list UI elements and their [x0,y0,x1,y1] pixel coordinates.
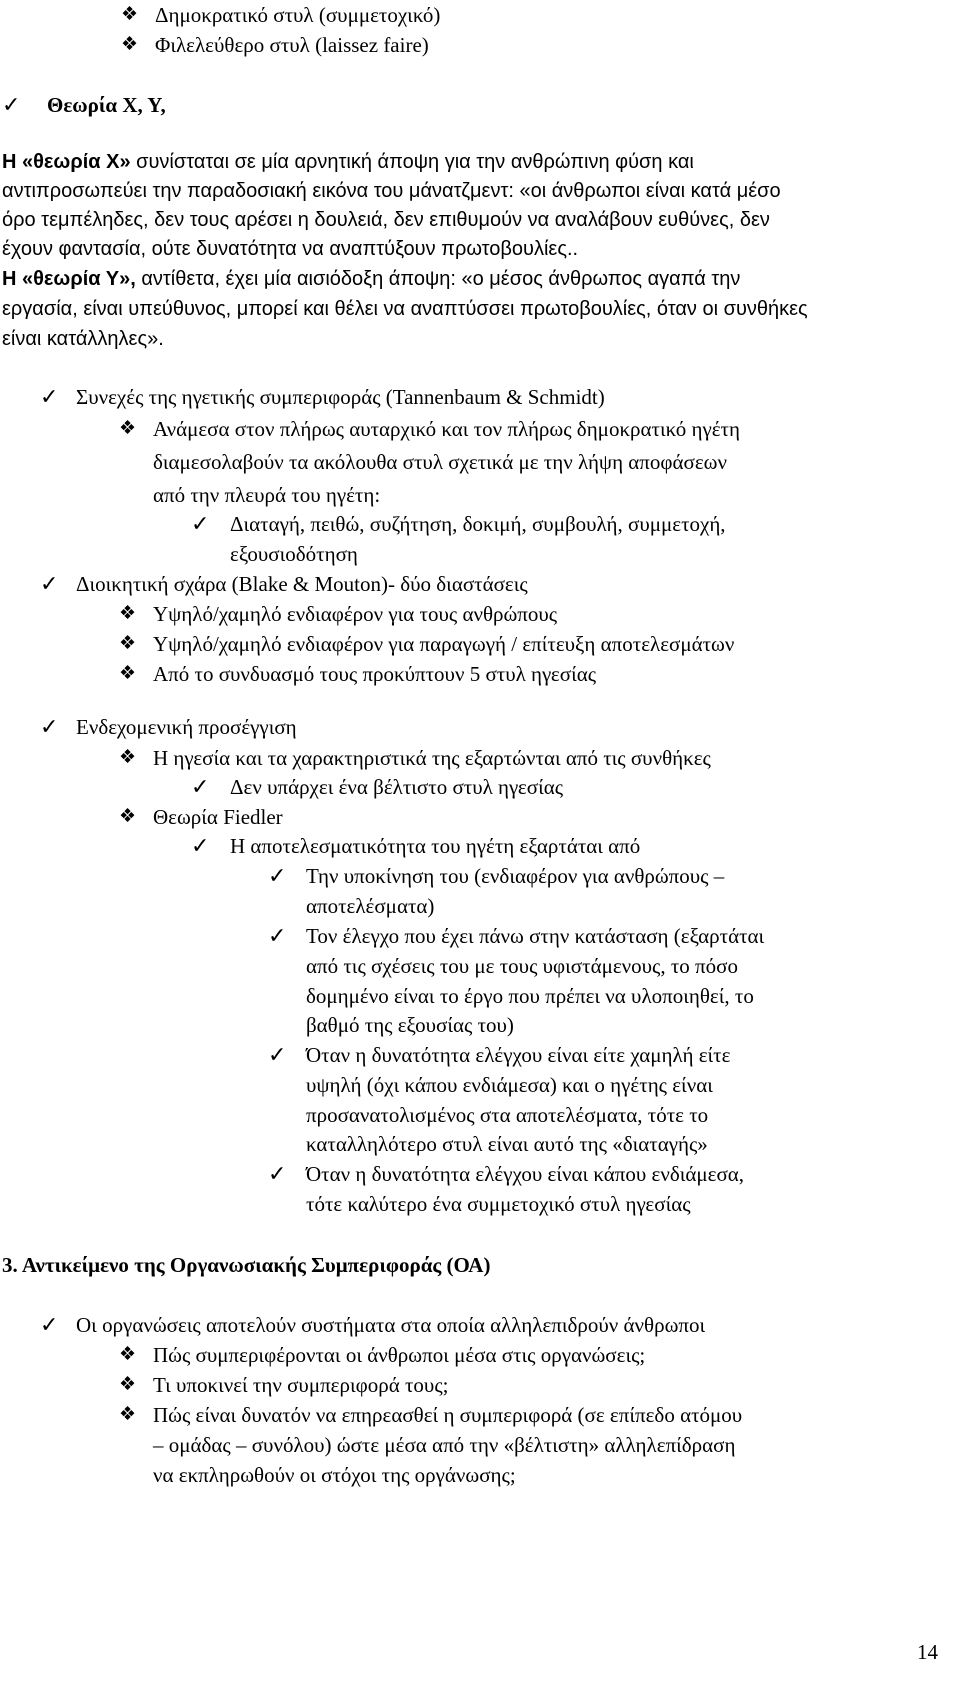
factor-2-line-2: από τις σχέσεις του με τους υφιστάμενους, το πόσο [306,954,738,978]
theory-y-term: Η «θεωρία Υ», [2,268,136,290]
page-number: 14 [917,1640,938,1664]
theory-x-line-1: Η «θεωρία Χ» συνίσταται σε μία αρνητική άποψη για την ανθρώπινη φύση και [2,151,694,173]
grid-item-3: Από το συνδυασμό τους προκύπτουν 5 στυλ ηγεσίας [153,662,597,686]
contingency-item-1: Η ηγεσία και τα χαρακτηριστικά της εξαρτώνται από τις συνθήκες [153,746,711,770]
theory-x-term: Η «θεωρία Χ» [2,151,131,173]
section-3-title: Οι οργανώσεις αποτελούν συστήματα στα οποία αλληλεπιδρούν άνθρωποι [76,1313,706,1337]
factor-1-line-2: αποτελέσματα) [306,894,435,918]
section-3-heading: 3. Αντικείμενο της Οργανωσιακής Συμπεριφοράς (ΟΑ) [2,1253,491,1277]
checkmark-icon: ✓ [268,1161,287,1186]
continuum-desc-2: διαμεσολαβούν τα ακόλουθα στυλ σχετικά με την λήψη αποφάσεων [153,450,727,474]
factor-2-line-3: δομημένο είναι το έργο που πρέπει να υλοποιηθεί, το [306,984,754,1008]
continuum-desc-3: από την πλευρά του ηγέτη: [153,483,381,507]
diamond-bullet-icon: ❖ [119,1344,137,1365]
diamond-bullet-icon: ❖ [119,418,137,439]
factor-3-line-2: υψηλή (όχι κάπου ενδιάμεσα) και ο ηγέτης είναι [306,1073,713,1097]
continuum-desc-1: Ανάμεσα στον πλήρως αυταρχικό και τον πλήρως δημοκρατικό ηγέτη [153,417,740,441]
grid-item-2: Υψηλό/χαμηλό ενδιαφέρον για παραγωγή / επίτευξη αποτελεσμάτων [153,632,735,656]
theory-y-line-2: εργασία, είναι υπεύθυνος, μπορεί και θέλει να αναπτύσσει πρωτοβουλίες, όταν οι συνθήκες [2,298,808,320]
checkmark-icon: ✓ [40,571,59,596]
diamond-bullet-icon: ❖ [121,4,139,25]
continuum-title: Συνεχές της ηγετικής συμπεριφοράς (Tannenbaum & Schmidt) [76,385,605,409]
question-1: Πώς συμπεριφέρονται οι άνθρωποι μέσα στις οργανώσεις; [153,1343,646,1367]
factor-3-line-4: καταλληλότερο στυλ είναι αυτό της «διαταγής» [306,1132,708,1156]
diamond-bullet-icon: ❖ [121,34,139,55]
grid-title: Διοικητική σχάρα (Blake & Mouton)- δύο διαστάσεις [76,572,528,596]
theory-x-line-3: όρο τεμπέληδες, δεν τους αρέσει η δουλειά, δεν επιθυμούν να αναλάβουν ευθύνες, δεν [2,209,770,231]
checkmark-icon: ✓ [268,1042,287,1067]
checkmark-icon: ✓ [191,774,210,799]
theory-x-line-4: έχουν φαντασία, ούτε δυνατότητα να αναπτύξουν πρωτοβουλίες.. [2,238,579,260]
checkmark-icon: ✓ [40,384,59,409]
contingency-item-2-sub: Η αποτελεσματικότητα του ηγέτη εξαρτάται από [230,834,641,858]
question-3-line-3: να εκπληρωθούν οι στόχοι της οργάνωσης; [153,1463,516,1487]
factor-4-line-1: Όταν η δυνατότητα ελέγχου είναι κάπου ενδιάμεσα, [306,1162,745,1186]
diamond-bullet-icon: ❖ [119,747,137,768]
contingency-title: Ενδεχομενική προσέγγιση [76,715,297,739]
diamond-bullet-icon: ❖ [119,806,137,827]
factor-2-line-4: βαθμό της εξουσίας του) [306,1013,514,1037]
factor-2-line-1: Τον έλεγχο που έχει πάνω στην κατάσταση (εξαρτάται [306,924,765,948]
diamond-bullet-icon: ❖ [119,663,137,684]
top-bullet-1: Δημοκρατικό στυλ (συμμετοχικό) [155,3,441,27]
checkmark-icon: ✓ [268,923,287,948]
top-bullet-2: Φιλελεύθερο στυλ (laissez faire) [155,33,429,57]
diamond-bullet-icon: ❖ [119,1374,137,1395]
factor-4-line-2: τότε καλύτερο ένα συμμετοχικό στυλ ηγεσίας [306,1192,691,1216]
contingency-item-2: Θεωρία Fiedler [153,805,283,829]
theory-x-line-2: αντιπροσωπεύει την παραδοσιακή εικόνα του μάνατζμεντ: «οι άνθρωποι είναι κατά μέσο [2,180,781,202]
checkmark-icon: ✓ [268,863,287,888]
question-3-line-1: Πώς είναι δυνατόν να επηρεασθεί η συμπεριφορά (σε επίπεδο ατόμου [153,1403,743,1427]
factor-1-line-1: Την υποκίνηση του (ενδιαφέρον για ανθρώπους – [306,864,725,888]
continuum-styles-2: εξουσιοδότηση [230,542,358,566]
diamond-bullet-icon: ❖ [119,603,137,624]
checkmark-icon: ✓ [191,833,210,858]
diamond-bullet-icon: ❖ [119,1404,137,1425]
theory-y-line-1: Η «θεωρία Υ», αντίθετα, έχει μία αισιόδοξη άποψη: «ο μέσος άνθρωπος αγαπά την [2,268,741,290]
factor-3-line-1: Όταν η δυνατότητα ελέγχου είναι είτε χαμηλή είτε [306,1043,731,1067]
checkmark-icon: ✓ [191,511,210,536]
theory-heading: Θεωρία Χ, Υ, [47,93,166,117]
checkmark-icon: ✓ [2,92,21,117]
theory-y-line-3: είναι κατάλληλες». [2,328,164,350]
question-2: Τι υποκινεί την συμπεριφορά τους; [153,1373,449,1397]
question-3-line-2: – ομάδας – συνόλου) ώστε μέσα από την «βέλτιστη» αλληλεπίδραση [153,1433,736,1457]
contingency-item-1-sub: Δεν υπάρχει ένα βέλτιστο στυλ ηγεσίας [230,775,564,799]
continuum-styles-1: Διαταγή, πειθώ, συζήτηση, δοκιμή, συμβουλή, συμμετοχή, [230,512,726,536]
checkmark-icon: ✓ [40,1312,59,1337]
factor-3-line-3: προσανατολισμένος στα αποτελέσματα, τότε το [306,1103,709,1127]
diamond-bullet-icon: ❖ [119,633,137,654]
grid-item-1: Υψηλό/χαμηλό ενδιαφέρον για τους ανθρώπους [153,602,558,626]
checkmark-icon: ✓ [40,714,59,739]
